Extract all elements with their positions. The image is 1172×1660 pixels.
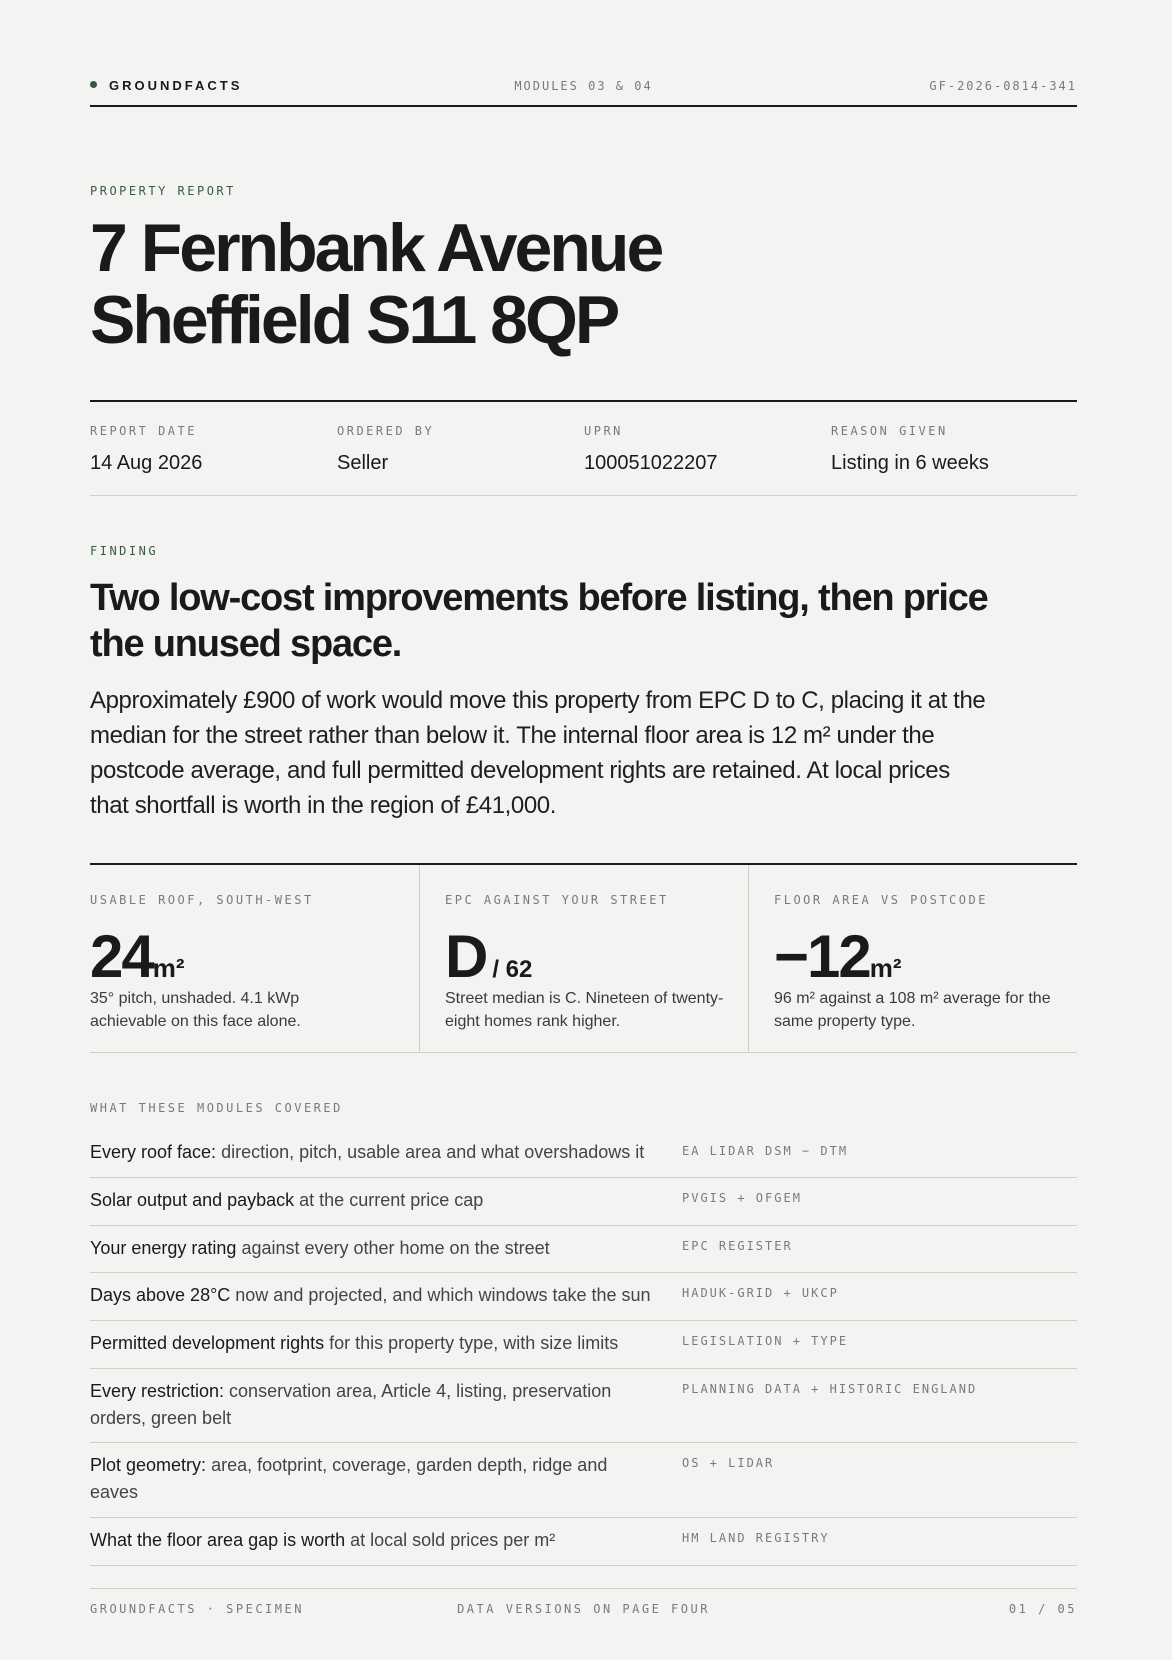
stat-label: USABLE ROOF, SOUTH-WEST xyxy=(90,893,314,907)
list-item-text xyxy=(90,1452,660,1506)
report-meta xyxy=(90,400,1077,496)
list-item-source: PVGIS + OFGEM xyxy=(682,1191,802,1205)
list-item xyxy=(90,1518,1077,1566)
finding-body: Approximately £900 of work would move this property from EPC D to C, placing it at the median for the street rather than below it. The internal floor area is 12 m² under the postcode average, and full permitted development rights are retained. At local prices that shortfall is worth in the region of £41,000. xyxy=(90,687,986,819)
stat-unit: m² xyxy=(869,953,902,983)
brand-name: GROUNDFACTS xyxy=(109,78,243,93)
list-item-text xyxy=(90,1330,660,1357)
report-reference: GF-2026-0814-341 xyxy=(929,79,1077,93)
list-item-rest: now and projected, and which windows take the sun xyxy=(230,1285,651,1305)
list-item-text xyxy=(90,1282,660,1309)
finding-kicker: FINDING xyxy=(90,544,159,558)
stat-label: EPC AGAINST YOUR STREET xyxy=(445,893,669,907)
list-item-lead: Permitted development rights xyxy=(90,1333,325,1353)
list-item-source: EPC REGISTER xyxy=(682,1239,793,1253)
modules-label: MODULES 03 & 04 xyxy=(514,79,653,93)
address-line-1: 7 Fernbank Avenue xyxy=(90,210,662,286)
stat-floor-area xyxy=(748,865,1077,1053)
address-line-2: Sheffield S11 8QP xyxy=(90,282,618,358)
meta-report-date xyxy=(90,424,202,475)
coverage-title: WHAT THESE MODULES COVERED xyxy=(90,1101,343,1115)
list-item xyxy=(90,1273,1077,1321)
list-item xyxy=(90,1226,1077,1273)
stat-usable-roof xyxy=(90,865,420,1053)
list-item-lead: Solar output and payback xyxy=(90,1190,295,1210)
stat-note: 35° pitch, unshaded. 4.1 kWp achievable on this face alone. xyxy=(90,990,301,1030)
stat-unit: m² xyxy=(152,953,185,983)
list-item-text xyxy=(90,1378,660,1432)
meta-value: 14 Aug 2026 xyxy=(90,452,203,474)
meta-uprn xyxy=(584,424,717,475)
meta-label: UPRN xyxy=(584,424,623,438)
stat-number: D xyxy=(445,923,487,990)
list-item-rest: against every other home on the street xyxy=(236,1238,550,1258)
list-item xyxy=(90,1321,1077,1369)
finding-headline: Two low-cost improvements before listing, then price the unused space. xyxy=(90,577,988,665)
meta-label: REASON GIVEN xyxy=(831,424,948,438)
list-item-lead: Plot geometry: xyxy=(90,1455,207,1475)
stat-value xyxy=(90,917,185,997)
list-item-rest: at the current price cap xyxy=(294,1190,484,1210)
footer-note: DATA VERSIONS ON PAGE FOUR xyxy=(457,1602,710,1616)
stat-number: −12 xyxy=(774,923,870,990)
list-item-lead: What the floor area gap is worth xyxy=(90,1530,346,1550)
key-stats xyxy=(90,863,1077,1053)
list-item-text xyxy=(90,1187,660,1214)
stat-note: Street median is C. Nineteen of twenty-eight homes rank higher. xyxy=(445,990,724,1030)
report-page xyxy=(90,0,1077,1660)
header-bar xyxy=(90,76,1077,107)
list-item-source: LEGISLATION + TYPE xyxy=(682,1334,849,1348)
list-item xyxy=(90,1178,1077,1226)
list-item-rest: for this property type, with size limits xyxy=(324,1333,619,1353)
list-item-source: PLANNING DATA + HISTORIC ENGLAND xyxy=(682,1382,978,1396)
stat-suffix: / 62 xyxy=(492,956,533,983)
list-item-rest: conservation area, Article 4, listing, preservation orders, green belt xyxy=(90,1381,612,1428)
list-item-source: OS + LIDAR xyxy=(682,1456,775,1470)
page-number: 01 / 05 xyxy=(1008,1602,1077,1616)
stat-epc xyxy=(419,865,748,1053)
stat-number: 24 xyxy=(90,923,153,990)
list-item-lead: Every restriction: xyxy=(90,1381,225,1401)
meta-ordered-by xyxy=(337,424,434,475)
list-item-lead: Your energy rating xyxy=(90,1238,237,1258)
stat-label: FLOOR AREA VS POSTCODE xyxy=(774,893,988,907)
page-footer xyxy=(90,1588,1077,1618)
list-item-text xyxy=(90,1235,660,1262)
page-title xyxy=(90,212,661,356)
list-item-lead: Days above 28°C xyxy=(90,1285,231,1305)
stat-note: 96 m² against a 108 m² average for the same property type. xyxy=(774,990,1051,1030)
list-item-source: HADUK-GRID + UKCP xyxy=(682,1286,839,1300)
meta-label: REPORT DATE xyxy=(90,424,197,438)
footer-brand: GROUNDFACTS · SPECIMEN xyxy=(90,1602,304,1616)
list-item-source: HM LAND REGISTRY xyxy=(682,1531,830,1545)
list-item-rest: direction, pitch, usable area and what overshadows it xyxy=(216,1142,645,1162)
list-item xyxy=(90,1369,1077,1443)
stat-value xyxy=(445,917,532,997)
meta-reason-given xyxy=(831,424,989,475)
coverage-list xyxy=(90,1130,1077,1566)
list-item xyxy=(90,1443,1077,1518)
meta-value: 100051022207 xyxy=(584,452,718,474)
list-item-text xyxy=(90,1527,660,1554)
stat-value xyxy=(774,917,902,997)
meta-label: ORDERED BY xyxy=(337,424,435,438)
meta-value: Seller xyxy=(337,452,389,474)
meta-value: Listing in 6 weeks xyxy=(831,452,989,474)
list-item-text xyxy=(90,1139,660,1166)
list-item xyxy=(90,1130,1077,1178)
report-kicker: PROPERTY REPORT xyxy=(90,184,236,198)
list-item-rest: at local sold prices per m² xyxy=(345,1530,556,1550)
list-item-lead: Every roof face: xyxy=(90,1142,217,1162)
list-item-source: EA LIDAR DSM − DTM xyxy=(682,1144,849,1158)
list-item-rest: area, footprint, coverage, garden depth, ridge and eaves xyxy=(90,1455,608,1502)
